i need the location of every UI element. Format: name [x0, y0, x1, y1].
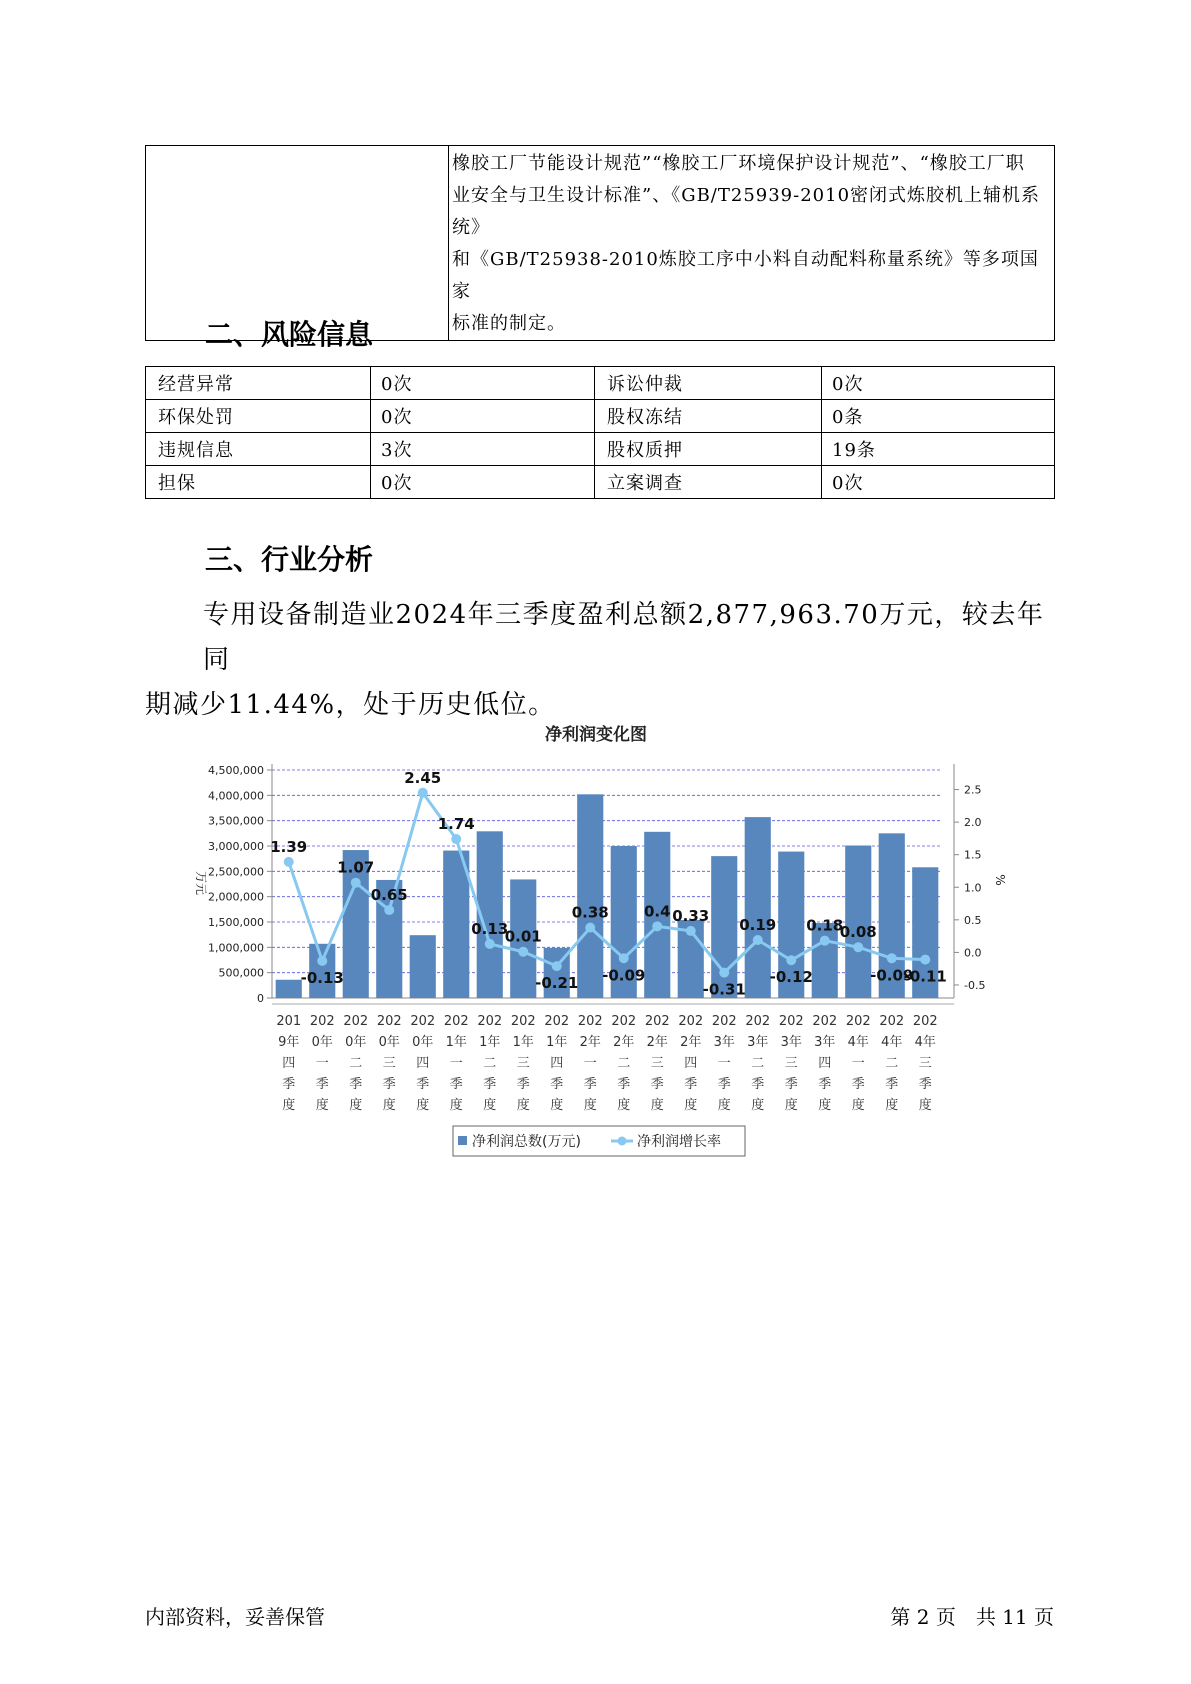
right-axis-tick-label: 2.0 [964, 816, 982, 830]
growth-point [753, 935, 763, 945]
risk-value: 0条 [822, 400, 1055, 433]
right-axis-title: % [993, 874, 1007, 886]
x-tick-label: 202 [410, 1014, 436, 1029]
industry-paragraph-line-2: 期减少11.44%，处于历史低位。 [145, 690, 556, 720]
risk-label: 经营异常 [146, 367, 371, 400]
section-risk-title: 二、风险信息 [205, 318, 374, 351]
growth-data-label: -0.13 [300, 968, 344, 987]
risk-label: 担保 [146, 466, 371, 499]
legend-line-marker [618, 1137, 627, 1146]
growth-point [719, 968, 729, 978]
x-tick-label: 度 [583, 1098, 597, 1113]
x-tick-label: 1年 [479, 1035, 501, 1050]
bar [410, 935, 436, 998]
x-tick-label: 202 [845, 1014, 871, 1029]
growth-data-label: 1.39 [270, 837, 308, 856]
x-tick-label: 0年 [412, 1035, 434, 1050]
growth-point [686, 926, 696, 936]
risk-value: 3次 [371, 433, 595, 466]
x-tick-label: 0年 [311, 1035, 333, 1050]
growth-data-label: -0.12 [769, 968, 813, 987]
left-axis-tick-label: 1,500,000 [208, 916, 264, 929]
x-tick-label: 度 [851, 1098, 865, 1113]
x-tick-label: 三 [516, 1056, 530, 1071]
x-tick-label: 二 [751, 1056, 765, 1071]
bar [845, 845, 871, 998]
x-tick-label: 季 [851, 1077, 865, 1092]
x-tick-label: 4年 [914, 1035, 936, 1050]
growth-point [887, 953, 897, 963]
risk-value: 0次 [371, 367, 595, 400]
risk-label: 股权冻结 [595, 400, 822, 433]
x-tick-label: 202 [544, 1014, 570, 1029]
left-axis-tick-label: 3,500,000 [208, 814, 264, 828]
growth-point [485, 939, 495, 949]
x-tick-label: 季 [483, 1077, 497, 1092]
x-tick-label: 一 [315, 1056, 329, 1071]
x-tick-label: 2年 [613, 1035, 635, 1050]
x-tick-label: 季 [516, 1077, 530, 1092]
growth-point [451, 834, 461, 844]
x-tick-label: 度 [818, 1098, 832, 1113]
x-tick-label: 度 [550, 1098, 564, 1113]
growth-point [351, 878, 361, 888]
x-tick-label: 季 [784, 1077, 798, 1092]
x-tick-label: 202 [376, 1014, 402, 1029]
growth-data-label: 0.18 [806, 916, 844, 935]
growth-data-label: -0.31 [702, 980, 746, 999]
left-axis-tick-label: 0 [257, 992, 264, 1005]
x-tick-label: 季 [449, 1077, 463, 1092]
right-axis-tick-label: 1.5 [964, 848, 982, 862]
growth-point [384, 905, 394, 915]
x-tick-label: 四 [416, 1056, 430, 1071]
x-tick-label: 4年 [881, 1035, 903, 1050]
growth-point [853, 942, 863, 952]
x-tick-label: 2年 [646, 1035, 668, 1050]
x-tick-label: 0年 [345, 1035, 367, 1050]
x-tick-label: 202 [477, 1014, 503, 1029]
x-tick-label: 一 [583, 1056, 597, 1071]
x-tick-label: 度 [617, 1098, 631, 1113]
x-tick-label: 度 [751, 1098, 765, 1113]
x-tick-label: 202 [443, 1014, 469, 1029]
left-axis-tick-label: 1,000,000 [208, 941, 264, 955]
growth-data-label: 1.07 [337, 858, 375, 877]
x-tick-label: 202 [778, 1014, 804, 1029]
x-tick-label: 202 [510, 1014, 536, 1029]
legend-bar-swatch [458, 1136, 467, 1145]
right-axis-tick-label: -0.5 [964, 978, 986, 992]
risk-label: 违规信息 [146, 433, 371, 466]
chart-title: 净利润变化图 [545, 725, 647, 745]
x-tick-label: 度 [282, 1098, 296, 1113]
x-tick-label: 季 [717, 1077, 731, 1092]
x-tick-label: 一 [449, 1056, 463, 1071]
x-tick-label: 四 [684, 1056, 698, 1071]
x-tick-label: 1年 [445, 1035, 467, 1050]
x-tick-label: 度 [717, 1098, 731, 1113]
x-tick-label: 度 [918, 1098, 932, 1113]
left-axis-tick-label: 500,000 [218, 966, 264, 980]
x-tick-label: 1年 [546, 1035, 568, 1050]
x-tick-label: 四 [550, 1056, 564, 1071]
legend-line-label: 净利润增长率 [637, 1134, 721, 1150]
bar [745, 817, 771, 998]
risk-label: 环保处罚 [146, 400, 371, 433]
x-tick-label: 三 [382, 1056, 396, 1071]
x-tick-label: 3年 [747, 1035, 769, 1050]
x-tick-label: 202 [309, 1014, 335, 1029]
x-tick-label: 度 [885, 1098, 899, 1113]
growth-point [786, 955, 796, 965]
x-tick-label: 一 [717, 1056, 731, 1071]
growth-data-label: 0.38 [571, 903, 609, 922]
risk-value: 0次 [822, 367, 1055, 400]
x-tick-label: 度 [516, 1098, 530, 1113]
x-tick-label: 度 [784, 1098, 798, 1113]
risk-label: 股权质押 [595, 433, 822, 466]
x-tick-label: 度 [650, 1098, 664, 1113]
growth-point [552, 961, 562, 971]
standards-line-2: 业安全与卫生设计标准”、《GB/T25939-2010密闭式炼胶机上辅机系统》 [452, 185, 1041, 238]
x-tick-label: 201 [276, 1014, 302, 1029]
risk-value: 0次 [822, 466, 1055, 499]
x-tick-label: 季 [583, 1077, 597, 1092]
x-tick-label: 202 [343, 1014, 369, 1029]
footer-left: 内部资料，妥善保管 [145, 1605, 325, 1629]
x-tick-label: 四 [282, 1056, 296, 1071]
risk-label: 立案调查 [595, 466, 822, 499]
x-tick-label: 季 [315, 1077, 329, 1092]
risk-value: 0次 [371, 400, 595, 433]
x-tick-label: 二 [483, 1056, 497, 1071]
growth-data-label: 0.19 [739, 916, 777, 935]
section-industry-title: 三、行业分析 [205, 543, 374, 576]
x-tick-label: 季 [751, 1077, 765, 1092]
growth-point [518, 947, 528, 957]
growth-point [652, 921, 662, 931]
x-tick-label: 2年 [579, 1035, 601, 1050]
x-tick-label: 4年 [847, 1035, 869, 1050]
growth-data-label: 0.33 [672, 906, 710, 925]
x-tick-label: 202 [745, 1014, 771, 1029]
x-tick-label: 季 [684, 1077, 698, 1092]
risk-value: 0次 [371, 466, 595, 499]
standards-line-3: 和《GB/T25938-2010炼胶工序中小料自动配料称量系统》等多项国家 [452, 249, 1039, 302]
growth-data-label: -0.21 [535, 974, 579, 993]
x-tick-label: 202 [611, 1014, 637, 1029]
x-tick-label: 季 [416, 1077, 430, 1092]
bar [276, 980, 302, 998]
growth-point [317, 956, 327, 966]
bar [577, 794, 603, 998]
footer-page-number: 第 2 页 共 11 页 [890, 1605, 1054, 1629]
x-tick-label: 季 [282, 1077, 296, 1092]
x-tick-label: 202 [711, 1014, 737, 1029]
right-axis-tick-label: 1.0 [964, 881, 982, 895]
x-tick-label: 9年 [278, 1035, 300, 1050]
left-axis-tick-label: 2,500,000 [208, 865, 264, 879]
x-tick-label: 季 [382, 1077, 396, 1092]
growth-data-label: 0.65 [370, 886, 408, 905]
x-tick-label: 季 [550, 1077, 564, 1092]
x-tick-label: 度 [349, 1098, 363, 1113]
standards-line-4: 标准的制定。 [452, 313, 566, 334]
x-tick-label: 3年 [713, 1035, 735, 1050]
left-axis-tick-label: 2,000,000 [208, 890, 264, 904]
x-tick-label: 三 [650, 1056, 664, 1071]
x-tick-label: 1年 [512, 1035, 534, 1050]
left-axis-tick-label: 4,000,000 [208, 789, 264, 803]
growth-point [418, 788, 428, 798]
growth-data-label: 0.08 [839, 923, 877, 942]
x-tick-label: 3年 [814, 1035, 836, 1050]
growth-data-label: 0.4 [643, 902, 671, 921]
risk-value: 19条 [822, 433, 1055, 466]
growth-data-label: -0.09 [870, 966, 914, 985]
x-tick-label: 度 [382, 1098, 396, 1113]
growth-data-label: 1.74 [437, 815, 475, 834]
x-tick-label: 四 [818, 1056, 832, 1071]
x-tick-label: 二 [885, 1056, 899, 1071]
x-tick-label: 202 [879, 1014, 905, 1029]
x-tick-label: 三 [918, 1056, 932, 1071]
growth-point [820, 936, 830, 946]
x-tick-label: 二 [349, 1056, 363, 1071]
x-tick-label: 季 [885, 1077, 899, 1092]
growth-data-label: 0.13 [471, 919, 509, 938]
x-tick-label: 202 [577, 1014, 603, 1029]
x-tick-label: 二 [617, 1056, 631, 1071]
growth-data-label: 2.45 [404, 768, 442, 787]
x-tick-label: 季 [650, 1077, 664, 1092]
growth-point [585, 923, 595, 933]
x-tick-label: 季 [918, 1077, 932, 1092]
growth-point [619, 953, 629, 963]
x-tick-label: 202 [912, 1014, 938, 1029]
left-axis-tick-label: 3,000,000 [208, 840, 264, 853]
x-tick-label: 3年 [780, 1035, 802, 1050]
x-tick-label: 季 [818, 1077, 832, 1092]
growth-data-label: -0.11 [903, 967, 947, 986]
x-tick-label: 季 [349, 1077, 363, 1092]
x-tick-label: 度 [315, 1098, 329, 1113]
x-tick-label: 202 [812, 1014, 838, 1029]
x-tick-label: 202 [644, 1014, 670, 1029]
x-tick-label: 季 [617, 1077, 631, 1092]
standards-line-1: 橡胶工厂节能设计规范”“橡胶工厂环境保护设计规范”、“橡胶工厂职 [452, 153, 1025, 174]
bar [443, 851, 469, 998]
x-tick-label: 2年 [680, 1035, 702, 1050]
risk-label: 诉讼仲裁 [595, 367, 822, 400]
right-axis-tick-label: 2.5 [964, 783, 982, 797]
right-axis-tick-label: 0.0 [964, 946, 982, 960]
legend-bar-label: 净利润总数(万元) [472, 1134, 581, 1150]
x-tick-label: 度 [449, 1098, 463, 1113]
x-tick-label: 度 [416, 1098, 430, 1113]
growth-data-label: -0.09 [602, 966, 646, 985]
right-axis-tick-label: 0.5 [964, 913, 982, 927]
left-axis-tick-label: 4,500,000 [208, 764, 264, 777]
industry-paragraph-line-1: 专用设备制造业2024年三季度盈利总额2,877,963.70万元，较去年同 [203, 600, 1045, 675]
x-tick-label: 0年 [378, 1035, 400, 1050]
growth-data-label: 0.01 [504, 927, 542, 946]
x-tick-label: 202 [678, 1014, 704, 1029]
x-tick-label: 度 [684, 1098, 698, 1113]
x-tick-label: 三 [784, 1056, 798, 1071]
growth-point [920, 955, 930, 965]
growth-point [284, 857, 294, 867]
x-tick-label: 度 [483, 1098, 497, 1113]
left-axis-title: 万元 [194, 870, 208, 896]
x-tick-label: 一 [851, 1056, 865, 1071]
